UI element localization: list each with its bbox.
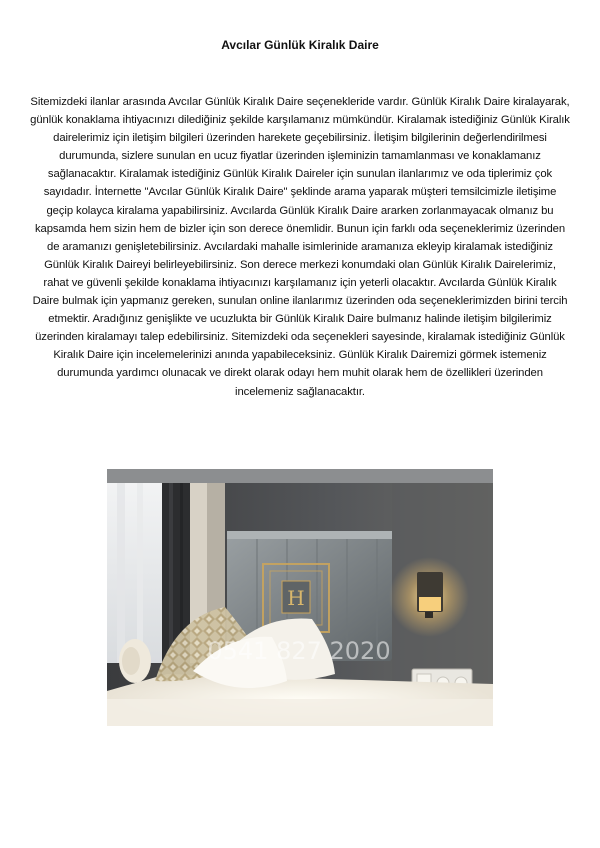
page-title: Avcılar Günlük Kiralık Daire	[221, 38, 379, 52]
bedroom-illustration	[107, 469, 493, 726]
body-paragraph: Sitemizdeki ilanlar arasında Avcılar Günlük Kiralık Daire seçenekleride vardır. Günlük Kiralık Daire kiralayarak, günlük konaklama ihtiyacınızı dilediğiniz şekilde karşılamanız mümkündür. Kiralamak istediğiniz Günlük Kiralık dairelerimiz için iletişim bilgileri üzerinden harekete geçebilirsiniz. İletişim bilgilerinin değerlendirilmesi durumunda, sizlere sunulan en ucuz fiyatlar üzerinden işleminizin tamamlanması ve konaklamanız sağlanacaktır. Kiralamak istediğiniz Günlük Kiralık Daireler için sunulan ilanlarımız ve oda tiplerimiz çok sayıdadır. İnternette "Avcılar Günlük Kiralık Daire" şeklinde arama yaparak müşteri temsilcimizle iletişime geçip kolayca kiralama yapabilirsiniz. Avcılarda Günlük Kiralık Daire ararken zorlanmayacak olmanız bu kapsamda hem sizin hem de bizler için son derece önemlidir. Bunun için farklı oda seçeneklerimiz üzerinden de aramanızı genişletebilirsiniz. Avcılardaki mahalle isimlerinide aramanıza ekleyip kiralamak istediğiniz Günlük Kiralık Daireyi belirleyebilirsiniz. Son derece merkezi konumdaki olan Günlük Kiralık Dairelerimiz, rahat ve güvenli şekilde konaklama ihtiyacınızı karşılamanız için yeterli olacaktır. Avcılarda Günlük Kiralık Daire bulmak için yapmanız gereken, sunulan online ilanlarımız üzerinden oda seçeneklerimizden birini tercih etmektir. Aradığınız genişlikte ve ucuzlukta bir Günlük Kiralık Daire bulmanız halinde iletişim bilgilerimiz üzerinden kiralamayı talep edebilirsiniz. Sitemizdeki oda seçenekleri sayesinde, kiralamak istediğiniz Günlük Kiralık Daire için incelemelerinizi anında yapabileceksiniz. Günlük Kiralık Dairemizi görmek istemeniz durumunda yardımcı olunacak ve direkt olarak odayı hem muhit olarak hem de özellikleri üzerinden incelemeniz sağlanacaktır.	[30, 96, 570, 398]
bedroom-photo	[107, 469, 493, 726]
phone-watermark: 0541 827 2020	[207, 637, 391, 665]
logo-letter: H	[287, 586, 305, 610]
